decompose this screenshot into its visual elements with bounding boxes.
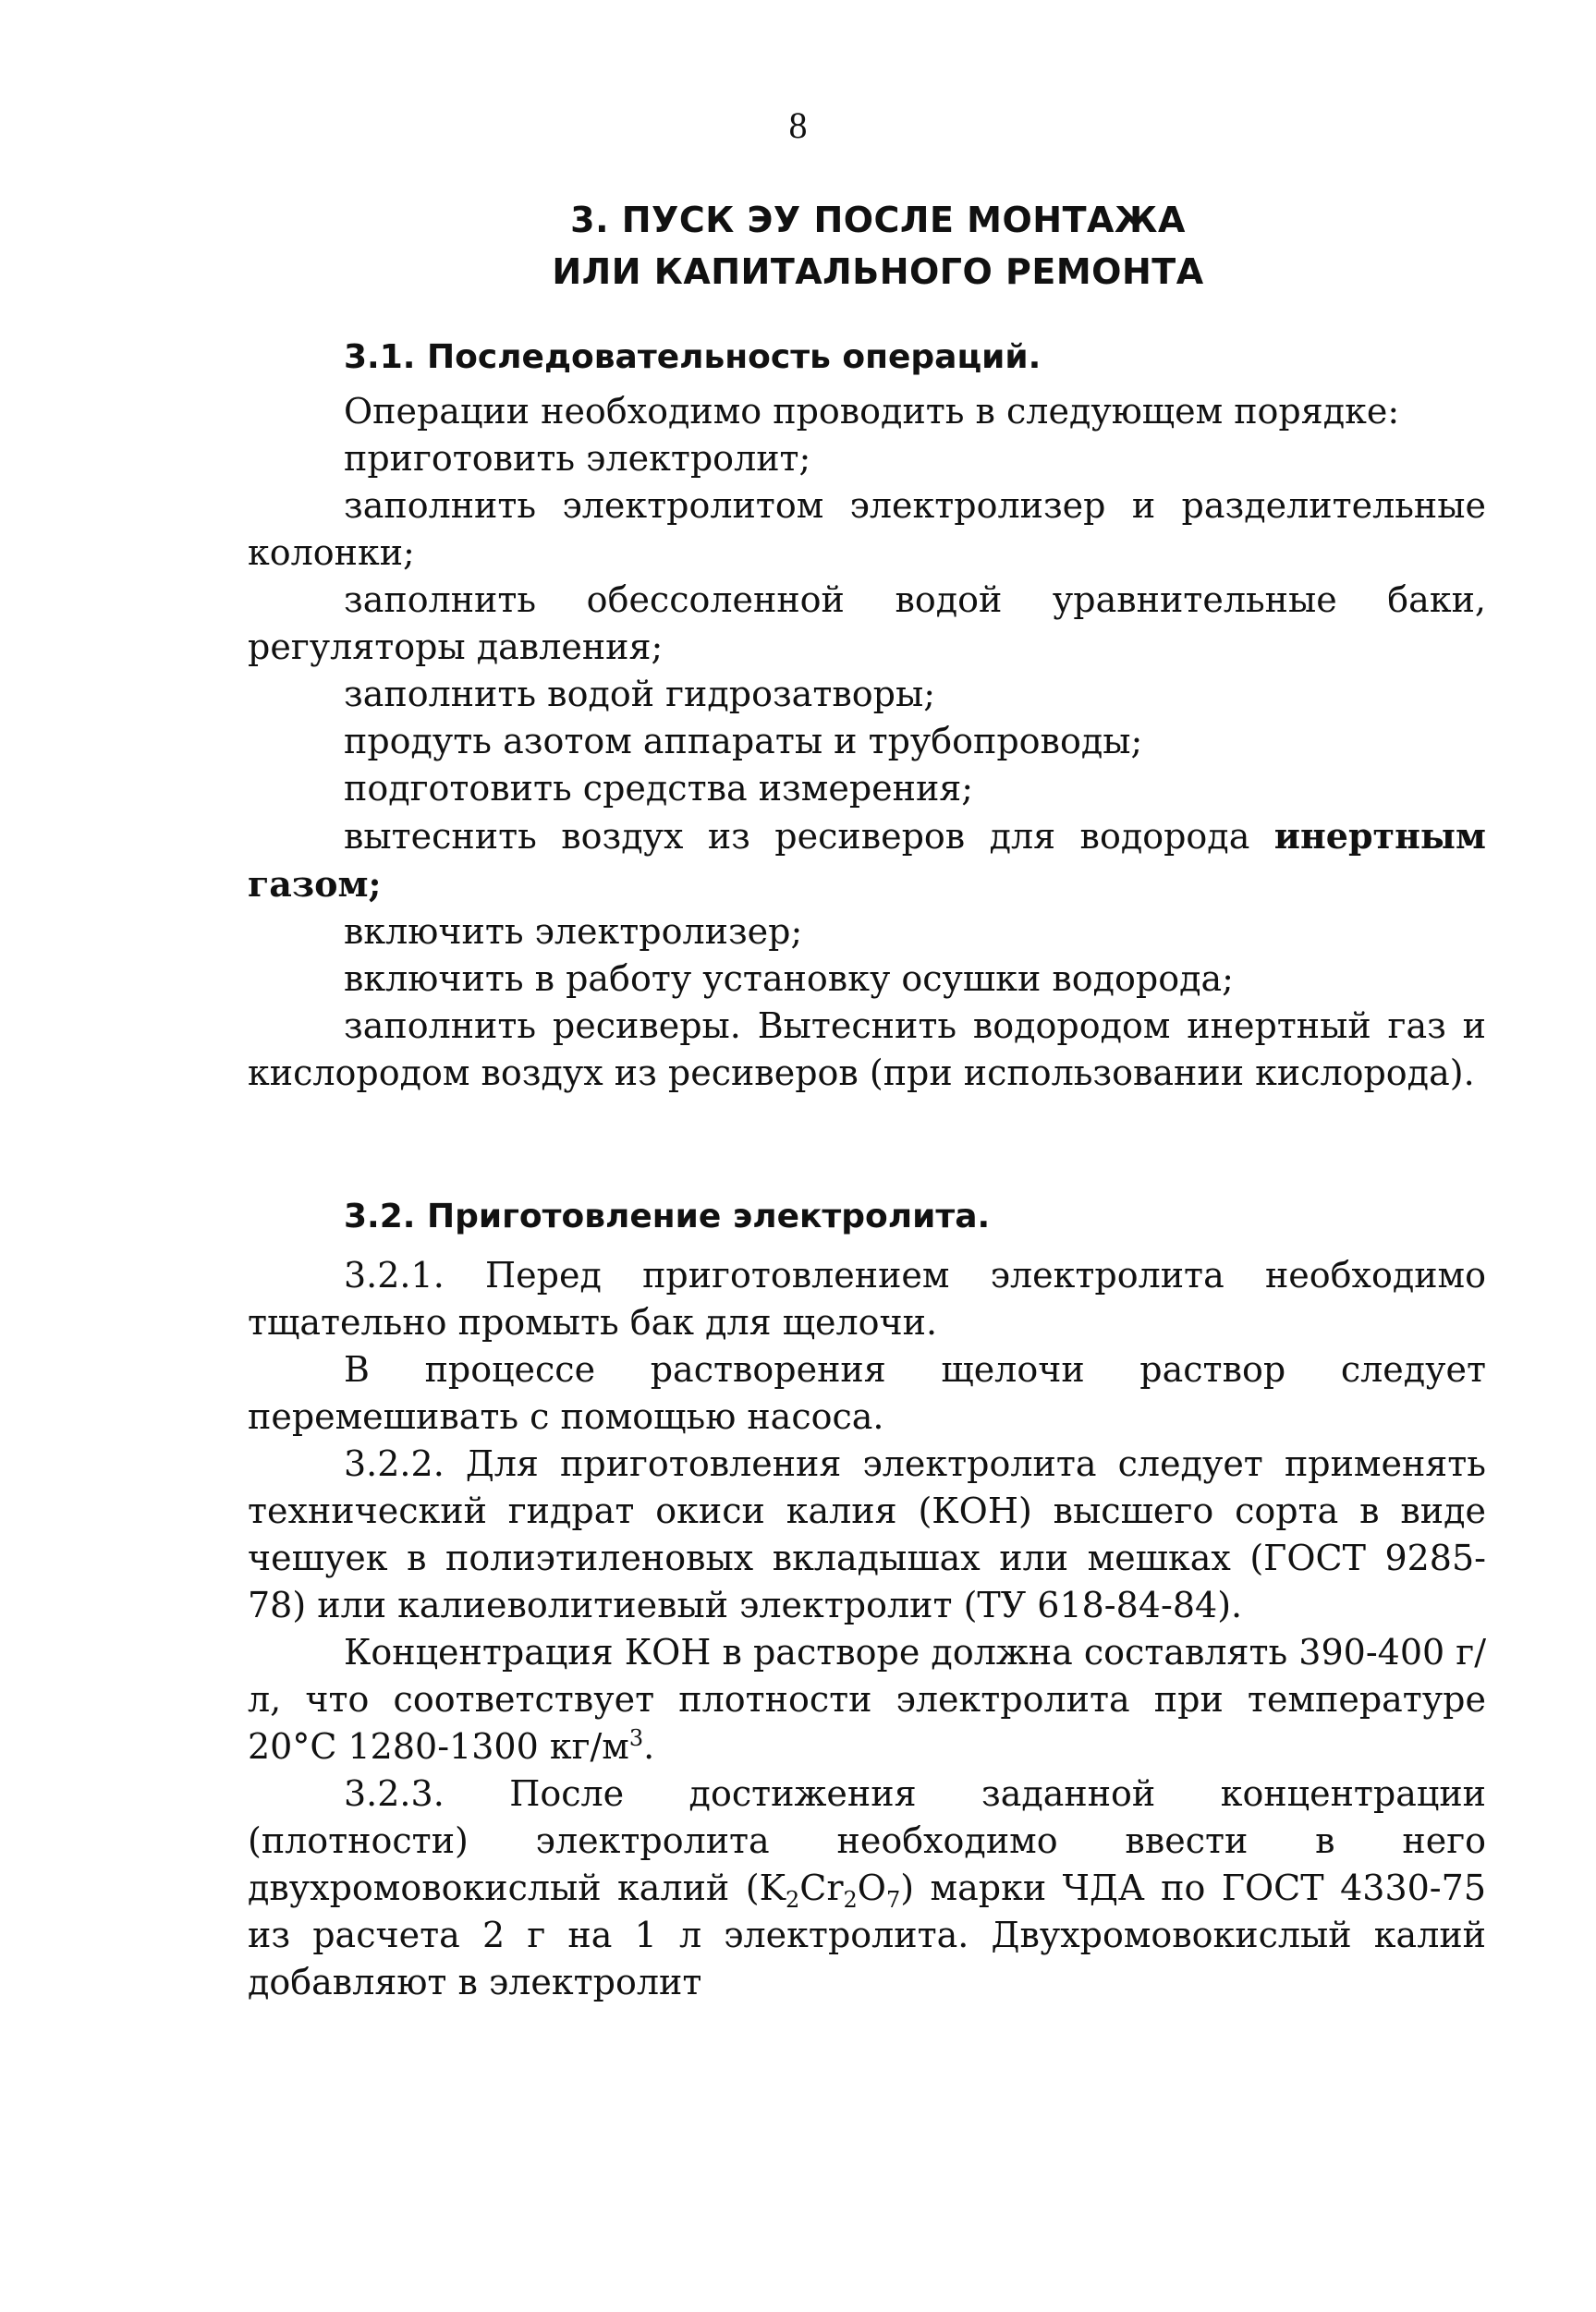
paragraph: В процессе растворения щелочи раствор следует перемешивать с помощью насоса.: [248, 1349, 1486, 1437]
list-item: приготовить электролит;: [344, 438, 811, 479]
subscript: 7: [885, 1887, 901, 1913]
chapter-title-line-2: ИЛИ КАПИТАЛЬНОГО РЕМОНТА: [552, 251, 1204, 292]
subscript: 2: [843, 1887, 858, 1913]
operations-intro: Операции необходимо проводить в следующем порядке:: [344, 391, 1400, 432]
paragraph: [248, 1771, 1486, 2006]
electrolyte-preparation-text: [248, 1252, 1486, 2006]
page-number: 8: [788, 104, 808, 146]
chapter-title: [139, 194, 1596, 298]
list-item: заполнить водой гидрозатворы;: [344, 674, 936, 714]
list-item: заполнить ресиверы. Вытеснить водородом инертный газ и кислородом воздух из ресиверов (при использовании кислорода).: [248, 1005, 1486, 1093]
list-item: включить электролизер;: [344, 911, 803, 952]
list-item: включить в работу установку осушки водорода;: [344, 958, 1234, 999]
section-heading-3-1: 3.1. Последовательность операций.: [344, 338, 1042, 376]
list-item: продуть азотом аппараты и трубопроводы;: [344, 721, 1143, 761]
paragraph-text: ) марки ЧДА по ГОСТ 4330-75 из расчета 2 г на 1 л электролита. Двухромовокислый калий добавляют в электролит: [248, 1868, 1486, 2002]
list-item: [248, 812, 1486, 908]
paragraph: 3.2.2. Для приготовления электролита следует применять технический гидрат окиси калия (КОН) высшего сорта в виде чешуек в полиэтиленовых вкладышах или мешках (ГОСТ 9285-78) или калиеволитиевый электролит (ТУ 618-84-84).: [248, 1443, 1486, 1625]
paragraph: [248, 1629, 1486, 1771]
superscript: 3: [628, 1725, 644, 1751]
paragraph-text: Концентрация КОН в растворе должна составлять 390-400 г/л, что соответствует плотности электролита при температуре 20°С 1280-1300 кг/м: [248, 1632, 1486, 1767]
subscript: 2: [785, 1887, 800, 1913]
paragraph-text: .: [643, 1726, 655, 1767]
paragraph: 3.2.1. Перед приготовлением электролита необходимо тщательно промыть бак для щелочи.: [248, 1255, 1486, 1343]
operations-list: [248, 388, 1486, 1097]
list-item: заполнить обессоленной водой уравнительные баки, регуляторы давления;: [248, 579, 1486, 667]
paragraph-text: Cr: [799, 1868, 844, 1908]
paragraph-text: 3.2.3. После достижения заданной концентрации (плотности) электролита необходимо ввести в него двухромовокислый калий (K: [248, 1773, 1486, 1908]
list-item: заполнить электролитом электролизер и разделительные колонки;: [248, 485, 1486, 573]
chapter-title-line-1: 3. ПУСК ЭУ ПОСЛЕ МОНТАЖА: [570, 200, 1186, 240]
list-item-bold-text: инертным газом;: [248, 815, 1486, 905]
paragraph-text: O: [857, 1868, 886, 1908]
list-item-text: вытеснить воздух из ресиверов для водорода: [344, 816, 1274, 857]
section-heading-3-2: 3.2. Приготовление электролита.: [344, 1198, 991, 1235]
list-item: подготовить средства измерения;: [344, 768, 974, 809]
